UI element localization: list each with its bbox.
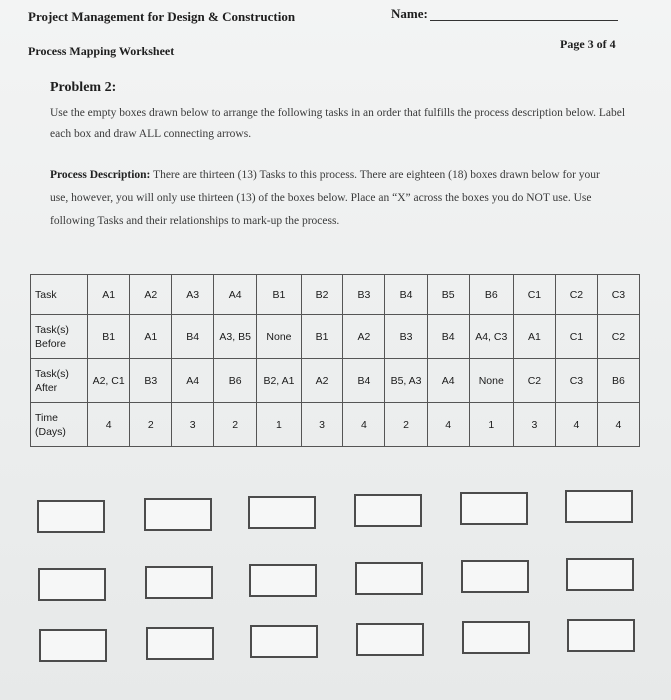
- process-box[interactable]: [460, 492, 528, 525]
- table-cell: A2, C1: [87, 359, 129, 403]
- row-label: Task: [31, 275, 88, 315]
- table-cell: A1: [513, 315, 555, 359]
- table-cell: B5: [427, 275, 469, 315]
- table-cell: B3: [343, 275, 385, 315]
- table-cell: C3: [555, 359, 597, 403]
- table-cell: A1: [130, 315, 172, 359]
- table-cell: B3: [130, 359, 172, 403]
- process-box[interactable]: [462, 621, 530, 654]
- problem-instructions: Use the empty boxes drawn below to arrange the following tasks in an order that fulfills the process description below. Label each box and draw ALL connecting arrows.: [50, 107, 626, 140]
- page-number: Page 3 of 4: [560, 37, 616, 51]
- worksheet-title: Process Mapping Worksheet: [28, 44, 175, 58]
- table-cell: A3, B5: [214, 315, 257, 359]
- process-box[interactable]: [38, 568, 106, 601]
- table-cell: 3: [301, 403, 343, 447]
- table-cell: A4, C3: [469, 315, 513, 359]
- table-cell: C1: [555, 315, 597, 359]
- course-title: Project Management for Design & Construction: [28, 9, 296, 24]
- table-cell: B5, A3: [385, 359, 427, 403]
- table-cell: A1: [87, 275, 129, 315]
- process-box[interactable]: [39, 629, 107, 662]
- table-cell: 3: [172, 403, 214, 447]
- table-cell: 2: [385, 403, 427, 447]
- table-cell: B4: [172, 315, 214, 359]
- table-cell: B1: [301, 315, 343, 359]
- process-box[interactable]: [145, 566, 213, 599]
- table-cell: A3: [172, 275, 214, 315]
- process-box[interactable]: [248, 496, 316, 529]
- task-table: [30, 274, 640, 447]
- row-label: Task(s) Before: [31, 315, 88, 359]
- process-box[interactable]: [249, 564, 317, 597]
- table-cell: A4: [427, 359, 469, 403]
- process-box[interactable]: [356, 623, 424, 656]
- table-cell: B1: [87, 315, 129, 359]
- process-description: [50, 164, 610, 233]
- process-box[interactable]: [461, 560, 529, 593]
- table-cell: 2: [130, 403, 172, 447]
- table-cell: A2: [343, 315, 385, 359]
- table-row: [31, 359, 640, 403]
- process-box[interactable]: [37, 500, 105, 533]
- table-cell: C2: [513, 359, 555, 403]
- table-cell: C1: [513, 275, 555, 315]
- name-label: Name:: [391, 6, 428, 21]
- table-cell: A2: [130, 275, 172, 315]
- table-cell: 3: [513, 403, 555, 447]
- process-box[interactable]: [355, 562, 423, 595]
- process-box[interactable]: [567, 619, 635, 652]
- table-cell: B1: [257, 275, 301, 315]
- process-box[interactable]: [354, 494, 422, 527]
- table-row: [31, 315, 640, 359]
- process-box[interactable]: [146, 627, 214, 660]
- table-cell: C2: [555, 275, 597, 315]
- table-cell: 2: [214, 403, 257, 447]
- table-cell: 4: [427, 403, 469, 447]
- table-cell: B4: [385, 275, 427, 315]
- table-cell: None: [469, 359, 513, 403]
- row-label: Task(s) After: [31, 359, 88, 403]
- table-cell: B6: [469, 275, 513, 315]
- table-cell: B4: [427, 315, 469, 359]
- table-cell: A2: [301, 359, 343, 403]
- process-text: There are thirteen (13) Tasks to this process. There are eighteen (18) boxes drawn below for your use, however, you will only use thirteen (13) of the boxes below. Place an “X” across the boxes you do NOT use. Use following Tasks and their relationships to mark-up the process.: [50, 169, 600, 227]
- table-row: [31, 403, 640, 447]
- table-cell: 4: [597, 403, 639, 447]
- table-cell: B3: [385, 315, 427, 359]
- process-label: Process Description:: [50, 169, 151, 181]
- table-cell: B2: [301, 275, 343, 315]
- row-label: Time (Days): [31, 403, 88, 447]
- table-cell: A4: [172, 359, 214, 403]
- table-cell: B4: [343, 359, 385, 403]
- table-cell: None: [257, 315, 301, 359]
- table-cell: 4: [555, 403, 597, 447]
- table-cell: 1: [257, 403, 301, 447]
- table-cell: 4: [343, 403, 385, 447]
- table-cell: C2: [597, 315, 639, 359]
- problem-title: Problem 2:: [50, 80, 117, 95]
- name-line[interactable]: [430, 20, 618, 21]
- table-cell: 1: [469, 403, 513, 447]
- table-cell: 4: [87, 403, 129, 447]
- table-cell: B6: [597, 359, 639, 403]
- process-box[interactable]: [250, 625, 318, 658]
- table-cell: C3: [597, 275, 639, 315]
- table-cell: A4: [214, 275, 257, 315]
- table-cell: B6: [214, 359, 257, 403]
- process-box[interactable]: [566, 558, 634, 591]
- process-box[interactable]: [144, 498, 212, 531]
- table-cell: B2, A1: [257, 359, 301, 403]
- table-row: [31, 275, 640, 315]
- process-box[interactable]: [565, 490, 633, 523]
